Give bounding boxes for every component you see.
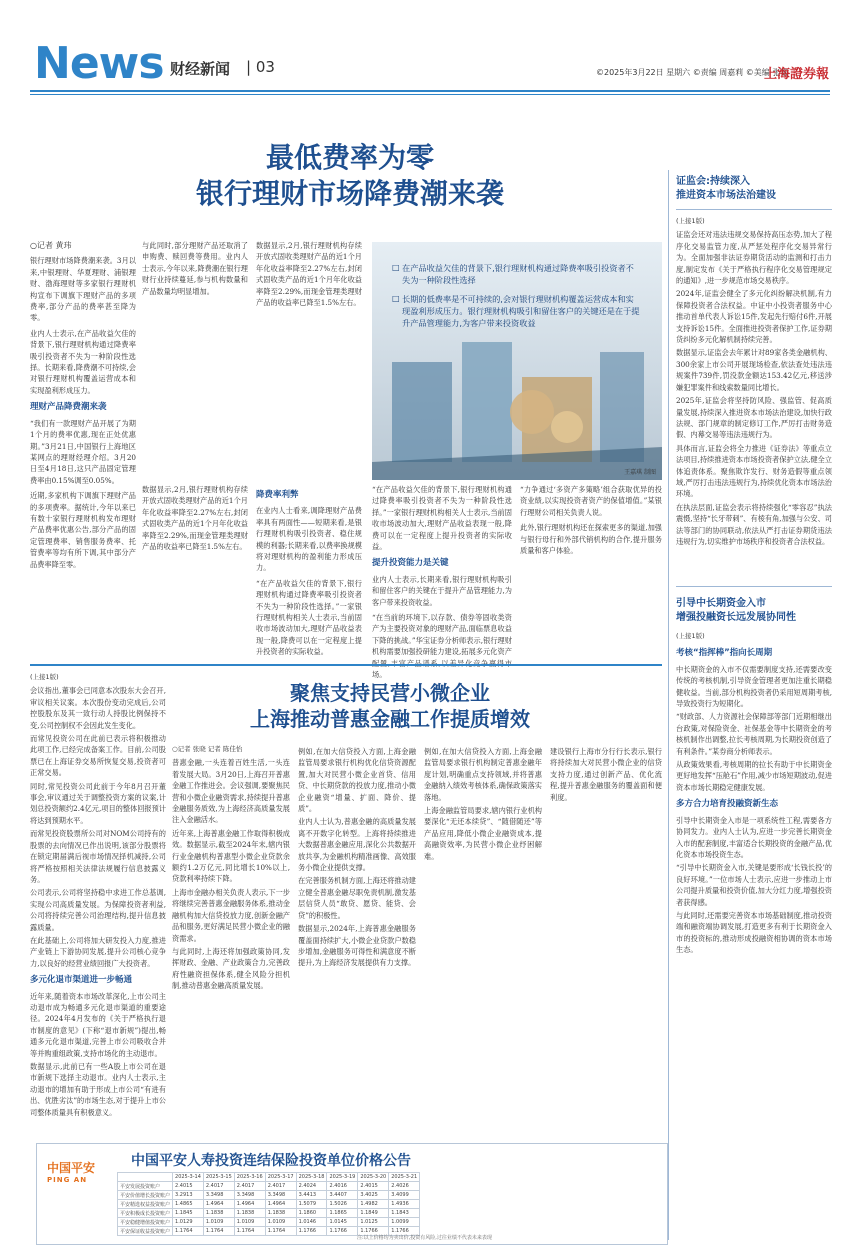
left-lower-source: (上接1版)	[30, 673, 59, 681]
table-cell: 2.4015	[173, 1182, 204, 1191]
lead-para: 数据显示,2月,银行理财机构存续开放式固收类理财产品的近1个月年化收益率降至2.27%左右,封闭式固收类产品的近1个月年化收益率降至2.29%,而现金管理类理财产品的收益率已降至1.5%左右。	[142, 485, 248, 552]
left-lower-para: 而常见投资公司在此前已表示将积极推动此项工作,已经完成备案工作。目前,公司股票已在上海证券交易所恢复交易,投资者可正常交易。	[30, 734, 166, 778]
right-story1-para: 证监会还对违法违规交易保持高压态势,加大了程序化交易监管力度,从严惩处程序化交易异常行为。全面加强非法证券期货活动的监测和打击力度,制定发布《关于严格执行程序化交易管理规定的通知》,进一步规范市场交易秩序。	[676, 230, 832, 286]
left-lower-para: 同时,常见投资公司此前于今年8月召开董事会,审议通过关于调整投资方案的议案,计划总投资额约2.4亿元,项目的整体回报预计将达到预期水平。	[30, 781, 166, 825]
lead-para: 业内人士表示,长期来看,银行理财机构吸引和留住客户的关键在于提升产品管理能力,为客户带来投资收益。	[372, 574, 512, 607]
right-story1-para: 2024年,证监会健全了多元化纠纷解决机制,有力保障投资者合法权益。中证中小投资者服务中心推动首单代表人诉讼15件,发起先行赔付6件,开展支持诉讼15件。全面推进投资者保护工作,证券期货纠纷多元化解机制持续完善。	[676, 289, 832, 345]
table-cell: 1.4964	[234, 1200, 265, 1209]
lead-column-1	[30, 240, 136, 688]
lead-subhead: 提升投资能力是关键	[372, 558, 449, 569]
table-cell: 1.0099	[389, 1218, 420, 1227]
table-cell: 2.4016	[327, 1182, 358, 1191]
section-brand: News	[34, 38, 164, 89]
table-cell: 1.1838	[234, 1209, 265, 1218]
middle-para: 与此同时,上海还将加强政策协同,发挥财政、金融、产业政策合力,完善政府性融资担保体系,健全风险分担机制,推动普惠金融高质量发展。	[172, 946, 290, 991]
right-story2-headline-line2: 增强投融资长远发展协同性	[676, 612, 796, 623]
table-cell: 3.2913	[173, 1191, 204, 1200]
right-story1-para: 数据显示,证监会去年累计对89家各类金融机构、300余家上市公司开展现场检查,依法查处违法违规案件739件,罚没款金额达153.42亿元,移送涉嫌犯罪案件和线索数量同比增长。	[676, 348, 832, 392]
column-divider	[668, 170, 669, 1240]
ad-header-cell: 2025-3-20	[358, 1173, 389, 1182]
date-line: ©2025年3月22日 星期六 ©责编 周嘉莉 ©美编 张巍	[596, 68, 789, 77]
pingan-logo	[47, 1162, 103, 1186]
table-cell: 1.1764	[265, 1227, 296, 1236]
table-cell: 1.0146	[296, 1218, 327, 1227]
ad-price-table	[117, 1172, 420, 1236]
lead-column-3	[142, 484, 248, 684]
ad-header-cell: 2025-3-15	[203, 1173, 234, 1182]
right-story2-headline-line1: 引导中长期资金入市	[676, 598, 766, 609]
table-cell: 1.1845	[173, 1209, 204, 1218]
table-cell: 1.5079	[296, 1200, 327, 1209]
left-lower-para: 而常见投资股票所公司对NOM公司持有的股票的去向情况已作出说明,该部分股票将在锁定期届满后视市场情况择机减持,公司将严格按照相关法律法规履行信息披露义务。	[30, 829, 166, 884]
ad-header-cell: 2025-3-14	[173, 1173, 204, 1182]
right-story1-para: 2025年,证监会将坚持防风险、强监管、促高质量发展,持续深入推进资本市场法治建设,加快行政法规、部门规章的制定修订工作,严厉打击财务造假、内幕交易等违法违规行为。	[676, 396, 832, 440]
lead-para: 银行理财市场降费潮来袭。3月以来,中银理财、华夏理财、浦银理财、渤海理财等多家银行理财机构宣布下调旗下理财产品的多项费率,部分产品的费率甚至降为零。	[30, 256, 136, 323]
ad-header-cell: 2025-3-16	[234, 1173, 265, 1182]
table-cell: 1.1766	[389, 1227, 420, 1236]
lead-para: 业内人士表示,在产品收益欠佳的背景下,银行理财机构通过降费率吸引投资者不失为一种阶段性选择。长期来看,降费潮不可持续,会对银行理财机构覆盖运营成本和实现盈利形成压力。	[30, 328, 136, 395]
right-story1-headline-line1: 证监会:持续深入	[676, 176, 750, 187]
table-cell: 1.1849	[358, 1209, 389, 1218]
table-cell: 1.5026	[327, 1200, 358, 1209]
section-label: 财经新闻	[170, 60, 231, 78]
middle-column-1	[172, 744, 290, 1136]
top-rule	[30, 90, 830, 92]
ad-header-cell: 2025-3-19	[327, 1173, 358, 1182]
table-cell: 3.3498	[203, 1191, 234, 1200]
table-cell: 1.0109	[234, 1218, 265, 1227]
lead-headline	[130, 140, 570, 212]
table-cell: 平安发展投资账户	[118, 1182, 173, 1191]
middle-headline	[170, 680, 610, 732]
table-cell: 1.1764	[234, 1227, 265, 1236]
table-cell: 平安精选权益投资账户	[118, 1200, 173, 1209]
table-cell: 2.4017	[203, 1182, 234, 1191]
pull-quote-2: □ 长期的低费率是不可持续的,会对银行理财机构覆盖运营成本和实现盈利形成压力。银行理财机构吸引和留住客户的关键还是在于提升产品管理能力,为客户带来投资收益	[392, 293, 642, 329]
lead-byline: ○记者 黄玮	[30, 241, 72, 250]
table-cell: 1.4964	[203, 1200, 234, 1209]
lead-para: “我们有一款理财产品开展了为期1个月的费率优惠,现在正处优惠期。”3月21日,中国银行上海地区某网点的理财经理介绍。3月20日至4月18日,这只产品固定管理费率由0.15%调至0.05%。	[30, 418, 136, 485]
table-cell: 平安积极成长投资账户	[118, 1209, 173, 1218]
newspaper-logo: 上海證券報	[764, 67, 830, 82]
table-cell: 1.0129	[173, 1218, 204, 1227]
table-cell: 1.1865	[327, 1209, 358, 1218]
left-lower-para: 近年来,随着资本市场改革深化,上市公司主动退市成为畅通多元化退市渠道的重要途径。2024年4月发布的《关于严格执行退市制度的意见》(下称“退市新规”)提出,畅通多元化退市渠道,完善上市公司吸收合并等并购重组政策,支持市场化的主动退市。	[30, 991, 166, 1058]
lead-subhead: 降费率利弊	[256, 490, 299, 500]
pull-quote-1: □ 在产品收益欠佳的背景下,银行理财机构通过降费率吸引投资者不失为一种阶段性选择	[392, 262, 642, 286]
right-story2-para: 引导中长期资金入市是一项系统性工程,需要各方协同发力。业内人士认为,应进一步完善长期资金入市的配套制度,丰富适合长期投资的金融产品,优化资本市场投资生态。	[676, 815, 832, 859]
lead-headline-line1: 最低费率为零	[265, 141, 434, 174]
middle-para: 在完善服务机制方面,上海还将推动建立健全普惠金融尽职免责机制,激发基层信贷人员“敢贷、愿贷、能贷、会贷”的积极性。	[298, 876, 416, 920]
table-cell: 2.4017	[234, 1182, 265, 1191]
table-cell: 1.1838	[203, 1209, 234, 1218]
lead-para: “力争通过‘多资产多策略’组合获取优异的投资业绩,以实现投资者资产的保值增值。”某银行理财公司相关负责人说。	[520, 485, 662, 517]
pingan-logo-en: PING AN	[47, 1176, 88, 1184]
left-lower-para: 会议指出,董事会已同意本次股东大会召开,审议相关议案。本次股份变动完成后,公司控股股东及其一致行动人持股比例保持不变,公司控制权不会因此发生变化。	[30, 686, 166, 730]
pull-quote-box	[392, 262, 642, 336]
rule	[676, 209, 832, 210]
lead-column-5	[372, 484, 512, 684]
middle-column-2	[298, 744, 416, 1136]
table-cell: 平安保证收益投资账户	[118, 1227, 173, 1236]
ad-header-cell: 2025-3-18	[296, 1173, 327, 1182]
right-story1-source: (上接1版)	[676, 217, 705, 225]
middle-column-3	[424, 744, 542, 1136]
table-row	[118, 1218, 420, 1227]
middle-para: 上海市金融办相关负责人表示,下一步将继续完善普惠金融服务体系,推动金融机构加大信贷投放力度,创新金融产品和服务,更好满足民营小微企业的融资需求。	[172, 887, 290, 943]
lead-para: 数据显示,2月,银行理财机构存续开放式固收类理财产品的近1个月年化收益率降至2.27%左右,封闭式固收类产品的近1个月年化收益率降至2.29%,而现金管理类理财产品的收益率已降至1.5%左右。	[256, 241, 362, 308]
right-story2-subhead: 考核“指挥棒”指向长周期	[676, 648, 773, 659]
table-cell: 1.0125	[358, 1218, 389, 1227]
right-story1-body	[676, 216, 832, 578]
right-story2-subhead: 多方合力培育投融资新生态	[676, 799, 779, 810]
masthead	[0, 0, 858, 88]
middle-para: 例如,在加大信贷投入方面,上海金融监管局要求银行机构优化信贷资源配置,加大对民营小微企业首贷、信用贷、中长期贷款的投放力度,推动小微企业融资“增量、扩面、降价、提质”。	[298, 747, 416, 814]
table-cell: 3.4025	[358, 1191, 389, 1200]
middle-headline-line2: 上海推动普惠金融工作提质增效	[250, 707, 530, 731]
section-divider	[30, 664, 662, 666]
ad-header-cell: 2025-3-17	[265, 1173, 296, 1182]
lead-subhead: 理财产品降费潮来袭	[30, 402, 107, 413]
table-row	[118, 1182, 420, 1191]
table-cell: 1.1764	[203, 1227, 234, 1236]
left-lower-column	[30, 672, 166, 1138]
lead-para: 与此同时,部分理财产品还取消了申购费、赎回费等费用。业内人士表示,今年以来,降费潮在银行理财行业持续蔓延,参与机构数量和产品数量均明显增加。	[142, 241, 248, 296]
table-cell: 平安稳健增值投资账户	[118, 1218, 173, 1227]
middle-para: 数据显示,2024年,上海普惠金融服务覆盖面持续扩大,小微企业贷款户数稳步增加,金融服务可得性和满意度不断提升,为上海经济发展提供有力支撑。	[298, 924, 416, 968]
lead-para: “在当前的环境下,以存款、债券等固收类资产为主要投资对象的理财产品,面临票息收益下降的挑战。”华宝证券分析师表示,银行理财机构需要加强投研能力建设,拓展多元化资产 场。	[372, 613, 512, 680]
middle-headline-line1: 聚焦支持民营小微企业	[290, 681, 490, 705]
table-row	[118, 1200, 420, 1209]
table-cell: 3.3498	[234, 1191, 265, 1200]
middle-byline: ○记者 张晓 记者 陈佳怡	[172, 745, 243, 753]
right-story2-source: (上接1版)	[676, 632, 705, 640]
right-story2-para: “引导中长期资金入市,关键是要形成‘长钱长投’的良好环境。”一位市场人士表示,应进一步推动上市公司提升质量和投资价值,加大分红力度,增强投资者获得感。	[676, 863, 832, 907]
right-story2-body	[676, 631, 832, 1203]
table-cell: 3.4413	[296, 1191, 327, 1200]
table-cell: 1.1838	[265, 1209, 296, 1218]
advertisement	[36, 1143, 668, 1245]
left-lower-subhead: 多元化退市渠道进一步畅通	[30, 975, 133, 986]
left-lower-para: 公司表示,公司将坚持稳中求进工作总基调,实现公司高质量发展。为保障投资者利益,公司将持续完善公司治理结构,提升信息披露质量。	[30, 888, 166, 932]
middle-para: 上海金融监管局要求,辖内银行业机构要深化“无还本续贷”、“随借随还”等产品应用,降低小微企业融资成本,提高融资效率,为民营小微企业纾困解难。	[424, 806, 542, 861]
table-cell: 1.0145	[327, 1218, 358, 1227]
table-cell: 2.4026	[389, 1182, 420, 1191]
right-story1-headline-line2: 推进资本市场法治建设	[676, 190, 776, 201]
middle-para: 例如,在加大信贷投入方面,上海金融监管局要求银行机构制定普惠金融年度计划,明确重点支持领域,并将普惠金融纳入绩效考核体系,确保政策落实落地。	[424, 747, 542, 802]
table-cell: 1.0109	[265, 1218, 296, 1227]
lead-column-6	[520, 484, 662, 684]
table-cell: 1.4964	[265, 1200, 296, 1209]
table-row	[118, 1209, 420, 1218]
lead-para: 在业内人士看来,调降理财产品费率具有两面性——短期来看,是银行理财机构吸引投资者、稳住规模的利器;长期来看,以费率换规模将对理财机构的盈利能力形成压力。	[256, 506, 362, 573]
lead-para: “在产品收益欠佳的背景下,银行理财机构通过降费率吸引投资者不失为一种阶段性选择。”一家银行理财机构相关人士表示,当前固收市场波动加大,理财产品收益表现一般,降费可以在一定程度上提升投资者的实际收益。	[256, 578, 362, 657]
lead-para: “在产品收益欠佳的背景下,银行理财机构通过降费率吸引投资者不失为一种阶段性选择。”一家银行理财机构相关人士表示,当前固收市场波动加大,理财产品收益表现一般,降费可以在一定程度上提升投资者的实际收益。	[372, 485, 512, 552]
right-story1-para: 在执法层面,证监会表示将持续强化“零容忍”执法震慑,坚持“长牙带刺”、有棱有角,加强与公安、司法等部门的协同联动,依法从严打击证券期货违法违规行为,切实维护市场秩序和投资者合法权益。	[676, 502, 832, 546]
ad-title: 中国平安人寿投资连结保险投资单位价格公告	[131, 1153, 411, 1169]
page-number-value: 03	[255, 58, 275, 76]
table-cell: 1.0109	[203, 1218, 234, 1227]
middle-para: 建设银行上海市分行行长表示,银行将持续加大对民营小微企业的信贷支持力度,通过创新产品、优化流程,提升普惠金融服务的覆盖面和便利度。	[550, 747, 662, 802]
lead-para: 近期,多家机构下调旗下理财产品的多项费率。据统计,今年以来已有数十家银行理财机构发布理财产品费率优惠公告,部分产品的固定管理费率、销售服务费率、托管费率等均有所下调,其中部分产品费率降至零。	[30, 491, 136, 569]
right-story2-para: “财政部、人力资源社会保障部等部门近期相继出台政策,对保险资金、社保基金等中长期资金的考核机制作出调整,拉长考核周期,为长期投资创造了有利条件。”某券商分析师表示。	[676, 712, 832, 756]
table-cell: 平安价值增长投资账户	[118, 1191, 173, 1200]
table-cell: 1.1860	[296, 1209, 327, 1218]
right-story2-para: 从政策效果看,考核周期的拉长有助于中长期资金更好地发挥“压舱石”作用,减少市场短期波动,促进资本市场长期稳定健康发展。	[676, 760, 832, 792]
table-cell: 1.1766	[296, 1227, 327, 1236]
table-cell: 3.3498	[265, 1191, 296, 1200]
table-cell: 1.1764	[173, 1227, 204, 1236]
ad-header-cell	[118, 1173, 173, 1182]
table-cell: 1.1843	[389, 1209, 420, 1218]
middle-para: 近年来,上海普惠金融工作取得积极成效。数据显示,截至2024年末,辖内银行业金融机构普惠型小微企业贷款余额约1.2万亿元,同比增长10%以上,贷款利率持续下降。	[172, 828, 290, 884]
top-rule-thin	[30, 94, 830, 95]
pingan-logo-cn: 中国平安	[47, 1161, 96, 1175]
table-cell: 2.4015	[358, 1182, 389, 1191]
ad-table-header	[118, 1173, 420, 1182]
page-number: | 03	[246, 58, 275, 76]
lead-column-4	[256, 484, 362, 684]
lead-para: 此外,银行理财机构还在探索更多的渠道,加强与银行母行和外部代销机构的合作,提升服务质量和客户体验。	[520, 523, 662, 556]
left-lower-para: 数据显示,此前已有一些A股上市公司在退市新规下选择主动退市。业内人士表示,主动退市的增加有助于形成上市公司“有进有出、优胜劣汰”的市场生态,对于提升上市公司整体质量具有积极意义。	[30, 1062, 166, 1117]
table-cell: 2.4017	[265, 1182, 296, 1191]
middle-para: 业内人士认为,普惠金融的高质量发展离不开数字化转型。上海将持续推进大数据普惠金融应用,深化公共数据开放共享,为金融机构精准画像、高效服务小微企业提供支撑。	[298, 817, 416, 873]
ad-footnote: 注:以上价格均为卖出价,投资有风险,过往业绩不代表未来表现	[357, 1235, 492, 1241]
table-row	[118, 1191, 420, 1200]
table-cell: 1.1766	[358, 1227, 389, 1236]
table-cell: 3.4407	[327, 1191, 358, 1200]
right-column	[676, 175, 832, 1203]
right-story2-para: 与此同时,还需要完善资本市场基础制度,推动投资端和融资端协调发展,打造更多有利于长期资金入市的投资标的,推动形成投融资相协调的资本市场生态。	[676, 910, 832, 955]
table-cell: 2.4024	[296, 1182, 327, 1191]
table-cell: 1.4865	[173, 1200, 204, 1209]
middle-para: 普惠金融,一头连着百姓生活,一头连着发展大局。3月20日,上海召开普惠金融工作推进会。会议强调,要聚焦民营和小微企业融资需求,持续提升普惠金融服务质效,为上海经济高质量发展注入金融活水。	[172, 758, 290, 825]
left-lower-para: 在此基础上,公司将加大研发投入力度,推进产业链上下游协同发展,提升公司核心竞争力,以良好的经营业绩回报广大投资者。	[30, 935, 166, 968]
photo-credit: 王嘉琪 制图	[624, 469, 656, 476]
right-story1-para: 具体而言,证监会将全力推进《证券法》等重点立法项目,持续推进资本市场投资者保护立法,健全立体追责体系。聚焦欺诈发行、财务造假等重点领域,严厉打击违法违规行为,持续优化资本市场法治环境。	[676, 443, 832, 499]
ad-header-cell: 2025-3-21	[389, 1173, 420, 1182]
right-story2-para: 中长期资金的入市不仅需要制度支持,还需要改变传统的考核机制,引导资金管理者更加注重长期稳健收益。当前,部分机构投资者仍采用短周期考核,导致投资行为短期化。	[676, 664, 832, 709]
rule	[676, 586, 832, 587]
middle-column-4	[550, 744, 662, 1136]
table-cell: 1.1766	[327, 1227, 358, 1236]
lead-headline-line2: 银行理财市场降费潮来袭	[195, 177, 504, 210]
table-cell: 1.4936	[389, 1200, 420, 1209]
table-cell: 3.4099	[389, 1191, 420, 1200]
table-cell: 1.4982	[358, 1200, 389, 1209]
